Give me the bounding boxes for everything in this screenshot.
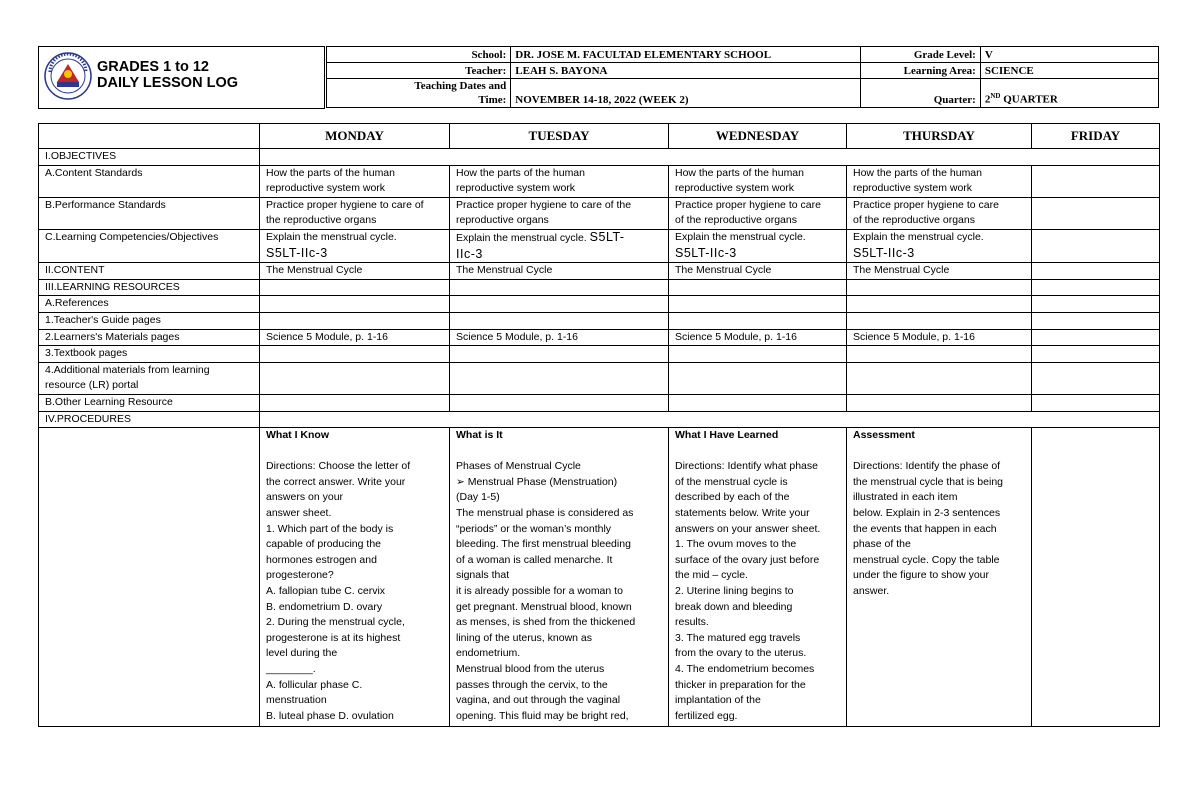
school-label: School: xyxy=(327,47,511,63)
cell-fri xyxy=(1032,229,1160,262)
area-value: SCIENCE xyxy=(980,63,1158,79)
procedure-body: Directions: Identify the phase of the menstrual cycle that is being illustrated in each item below. Explain in 2-3 sentences the events that happen in each phase of the menstrual cycle. Copy the table under the figure to show your answer. xyxy=(853,460,1003,598)
quarter-label: Quarter: xyxy=(861,79,980,108)
day-thursday: THURSDAY xyxy=(847,124,1032,149)
cell-tue xyxy=(450,362,669,394)
cell-text: of the reproductive organs xyxy=(853,214,975,227)
cell-text: Practice proper hygiene to care xyxy=(853,198,999,211)
cell-wed xyxy=(669,362,847,394)
row-label-line: resource (LR) portal xyxy=(45,379,139,392)
row-label: B.Other Learning Resource xyxy=(39,394,260,411)
dates-label-line-2: Time: xyxy=(478,94,507,106)
row-performance-standards xyxy=(39,197,1160,229)
cell-text: Explain the menstrual cycle. xyxy=(853,230,984,243)
cell-mon xyxy=(260,197,450,229)
cell-tue: Science 5 Module, p. 1-16 xyxy=(450,329,669,346)
row-label: 2.Learners's Materials pages xyxy=(39,329,260,346)
day-monday: MONDAY xyxy=(260,124,450,149)
procedure-title: What I Have Learned xyxy=(675,429,779,442)
cell-text: reproductive system work xyxy=(266,182,386,195)
cell-wed xyxy=(669,296,847,313)
title-line-2: DAILY LESSON LOG xyxy=(97,75,238,91)
log-title xyxy=(97,59,238,91)
area-label: Learning Area: xyxy=(861,63,980,79)
day-tuesday: TUESDAY xyxy=(450,124,669,149)
cell-tue xyxy=(450,165,669,197)
cell-tue xyxy=(450,197,669,229)
row-label: II.CONTENT xyxy=(39,263,260,280)
cell-wed: Science 5 Module, p. 1-16 xyxy=(669,329,847,346)
cell-fri xyxy=(1032,263,1160,280)
header-title-box xyxy=(38,46,325,109)
lesson-log-table xyxy=(38,123,1160,727)
cell-text: reproductive organs xyxy=(456,214,549,227)
cell-mon xyxy=(260,362,450,394)
cell-tue: The Menstrual Cycle xyxy=(450,263,669,280)
row-label: III.LEARNING RESOURCES xyxy=(39,279,260,296)
row-learners-materials xyxy=(39,329,1160,346)
row-competencies xyxy=(39,229,1160,262)
day-wednesday: WEDNESDAY xyxy=(669,124,847,149)
title-line-1: GRADES 1 to 12 xyxy=(97,59,209,75)
cell-wed xyxy=(669,279,847,296)
header-info-table xyxy=(326,46,1159,108)
cell-wed xyxy=(669,312,847,329)
cell-text: of the reproductive organs xyxy=(675,214,797,227)
cell-thu: Science 5 Module, p. 1-16 xyxy=(847,329,1032,346)
cell-text xyxy=(456,230,662,247)
cell-tue xyxy=(450,229,669,262)
cell-thu xyxy=(847,165,1032,197)
row-other-resource xyxy=(39,394,1160,411)
cell-text: Practice proper hygiene to care of the xyxy=(456,198,632,211)
teacher-label: Teacher: xyxy=(327,63,511,79)
procedure-title: Assessment xyxy=(853,429,915,442)
quarter-suffix: ND xyxy=(990,92,1001,101)
cell-text: reproductive system work xyxy=(456,182,576,195)
grade-value: V xyxy=(980,47,1158,63)
cell-fri xyxy=(1032,428,1160,727)
competency-code: S5LT-IIc-3 xyxy=(266,245,328,260)
cell-wed xyxy=(669,197,847,229)
cell-thu xyxy=(847,312,1032,329)
procedure-body: Directions: Choose the letter of the correct answer. Write your answers on your answer sheet. 1. Which part of the body is capable of producing the hormones estrogen and progesterone? A. fallopian tube C. cervix B. endometrium D. ovary 2. During the menstrual cycle, progesterone is at its highest level during the ________. A. follicular phase C. menstruation B. luteal phase D. ovulation xyxy=(266,460,411,722)
cell-wed xyxy=(669,346,847,363)
objectives-span xyxy=(260,149,1160,166)
cell-thu xyxy=(847,296,1032,313)
cell-mon: The Menstrual Cycle xyxy=(260,263,450,280)
cell-wed xyxy=(669,394,847,411)
cell-fri xyxy=(1032,346,1160,363)
cell-tue xyxy=(450,394,669,411)
cell-tue xyxy=(450,279,669,296)
row-label-line: 4.Additional materials from learning xyxy=(45,363,210,376)
school-value: DR. JOSE M. FACULTAD ELEMENTARY SCHOOL xyxy=(511,47,861,63)
teacher-value: LEAH S. BAYONA xyxy=(511,63,861,79)
cell-thu: The Menstrual Cycle xyxy=(847,263,1032,280)
row-teachers-guide xyxy=(39,312,1160,329)
cell-tue xyxy=(450,296,669,313)
cell-text: Practice proper hygiene to care xyxy=(675,198,821,211)
cell-fri xyxy=(1032,197,1160,229)
cell-mon xyxy=(260,312,450,329)
cell-thu xyxy=(847,229,1032,262)
cell-thu xyxy=(847,428,1032,727)
cell-text: Explain the menstrual cycle. xyxy=(675,230,806,243)
cell-wed xyxy=(669,165,847,197)
procedure-body: Directions: Identify what phase of the menstrual cycle is described by each of the statements below. Write your answers on your answer sheet. 1. The ovum moves to the surface of the ovary just before the mid – cycle. 2. Uterine lining begins to break down and bleeding results. 3. The matured egg travels from the ovary to the uterus. 4. The endometrium becomes thicker in preparation for the implantation of the fertilized egg. xyxy=(675,460,821,722)
procedures-span xyxy=(260,411,1160,428)
row-label: 3.Textbook pages xyxy=(39,346,260,363)
cell-mon xyxy=(260,165,450,197)
cell-fri xyxy=(1032,296,1160,313)
dates-label-line-1: Teaching Dates and xyxy=(414,80,507,92)
row-label: C.Learning Competencies/Objectives xyxy=(39,229,260,262)
cell-text: How the parts of the human xyxy=(456,166,585,179)
day-friday: FRIDAY xyxy=(1032,124,1160,149)
competency-code: S5LT-IIc-3 xyxy=(853,245,915,260)
cell-thu xyxy=(847,279,1032,296)
cell-wed: The Menstrual Cycle xyxy=(669,263,847,280)
procedure-title: What is It xyxy=(456,429,503,442)
corner-cell xyxy=(39,124,260,149)
cell-mon xyxy=(260,279,450,296)
cell-fri xyxy=(1032,394,1160,411)
row-label: A.References xyxy=(39,296,260,313)
competency-code: IIc-3 xyxy=(456,246,483,261)
dates-value: NOVEMBER 14-18, 2022 (WEEK 2) xyxy=(511,79,861,108)
quarter-value xyxy=(980,79,1158,108)
cell-fri xyxy=(1032,362,1160,394)
day-header-row xyxy=(39,124,1160,149)
cell-thu xyxy=(847,394,1032,411)
cell-mon xyxy=(260,394,450,411)
cell-thu xyxy=(847,197,1032,229)
cell-mon xyxy=(260,346,450,363)
row-procedure-details xyxy=(39,428,1160,727)
grade-label: Grade Level: xyxy=(861,47,980,63)
row-label: A.Content Standards xyxy=(39,165,260,197)
cell-text: How the parts of the human xyxy=(853,166,982,179)
cell-text: Practice proper hygiene to care of xyxy=(266,198,424,211)
row-label: IV.PROCEDURES xyxy=(39,411,260,428)
cell-text: How the parts of the human xyxy=(266,166,395,179)
cell-fri xyxy=(1032,279,1160,296)
cell-mon: Science 5 Module, p. 1-16 xyxy=(260,329,450,346)
row-objectives xyxy=(39,149,1160,166)
cell-tue xyxy=(450,428,669,727)
cell-text: Explain the menstrual cycle. xyxy=(266,230,397,243)
cell-text: How the parts of the human xyxy=(675,166,804,179)
cell-mon xyxy=(260,296,450,313)
cell-tue xyxy=(450,346,669,363)
row-label: B.Performance Standards xyxy=(39,197,260,229)
competency-code: S5LT-IIc-3 xyxy=(675,245,737,260)
cell-wed xyxy=(669,428,847,727)
row-content xyxy=(39,263,1160,280)
cell-fri xyxy=(1032,165,1160,197)
procedure-label-cell xyxy=(39,428,260,727)
header xyxy=(38,46,1159,109)
cell-thu xyxy=(847,362,1032,394)
quarter-number: 2 xyxy=(984,94,991,106)
cell-mon xyxy=(260,229,450,262)
cell-text: Explain the menstrual cycle. xyxy=(456,231,587,244)
procedure-body: Phases of Menstrual Cycle ➢ Menstrual Phase (Menstruation) (Day 1-5) The menstrual phase is considered as “periods” or the woman’s monthly bleeding. The first menstrual bleeding of a woman is called menarche. It signals that it is already possible for a woman to get pregnant. Menstrual blood, known as menses, is shed from the thickened lining of the uterus, known as endometrium. Menstrual blood from the uterus passes through the cervix, to the vagina, and out through the vaginal opening. This fluid may be bright red, xyxy=(456,460,636,722)
row-textbook xyxy=(39,346,1160,363)
competency-code: S5LT- xyxy=(589,229,625,244)
cell-text: reproductive system work xyxy=(675,182,795,195)
cell-fri xyxy=(1032,329,1160,346)
row-label: I.OBJECTIVES xyxy=(39,149,260,166)
cell-text: reproductive system work xyxy=(853,182,973,195)
row-learning-resources xyxy=(39,279,1160,296)
row-label: 1.Teacher's Guide pages xyxy=(39,312,260,329)
cell-tue xyxy=(450,312,669,329)
deped-seal-icon xyxy=(44,52,92,100)
row-references xyxy=(39,296,1160,313)
dates-label xyxy=(327,79,511,108)
row-procedures xyxy=(39,411,1160,428)
cell-mon xyxy=(260,428,450,727)
row-additional-materials xyxy=(39,362,1160,394)
cell-thu xyxy=(847,346,1032,363)
cell-fri xyxy=(1032,312,1160,329)
row-label xyxy=(39,362,260,394)
quarter-text: QUARTER xyxy=(1000,94,1058,106)
cell-wed xyxy=(669,229,847,262)
procedure-title: What I Know xyxy=(266,429,329,442)
cell-text: the reproductive organs xyxy=(266,214,377,227)
row-content-standards xyxy=(39,165,1160,197)
